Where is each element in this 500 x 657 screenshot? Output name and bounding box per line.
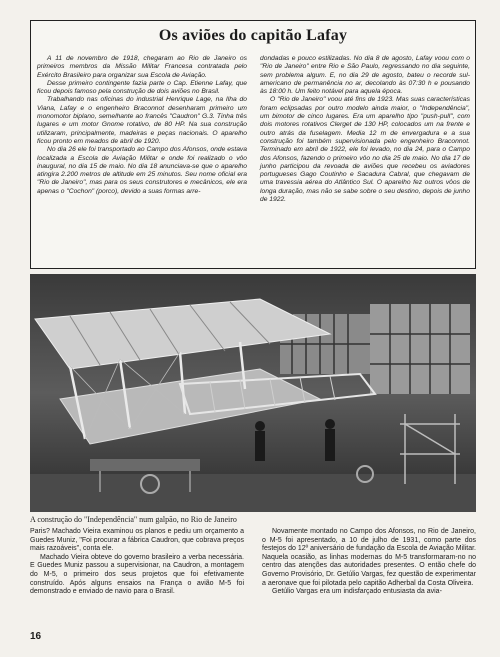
biplane-construction-illustration	[30, 274, 476, 512]
body-column-left	[30, 528, 244, 597]
paragraph: Machado Vieira obteve do governo brasileiro a verba necessária. E Guedes Muniz passou a supervisionar, na Caudron, a montagem do M-5, o primeiro dos seus projetos que foi efetivamente construído. Após alguns ensaios na França o avião M-5 foi demonstrado e enviado de navio para o Brasil.	[30, 553, 244, 596]
paragraph: Novamente montado no Campo dos Afonsos, no Rio de Janeiro, o M-5 foi apresentado, a 10 de julho de 1931, como parte dos festejos do 12º aniversário de fundação da Escola de Aviação Militar. Naquela ocasião, as linhas modernas do M-5 transformaram-no no centro das atenções das autoridades presentes. O então chefe do Governo Provisório, Dr. Getúlio Vargas, fez questão de experimentar a aeronave que foi pilotada pelo capitão Adherbal da Costa Oliveira.	[262, 528, 476, 587]
article-column-right	[260, 55, 470, 204]
paragraph: Paris? Machado Vieira examinou os planos e pediu um orçamento a Guedes Muniz, "Foi procurar a fábrica Caudron, que cobrava preços mais razoáveis", conta ele.	[30, 528, 244, 553]
hangar-photo	[30, 274, 476, 512]
paragraph: No dia 26 ele foi transportado ao Campo dos Afonsos, onde estava localizada a Escola de Aviação Militar e onde foi realizado o vôo inaugural, no dia 15 de maio. No dia 18 anunciava-se que o aparelho atingira 2.200 metros de altitude em 25 minutos. Seu nome oficial era "Rio de Janeiro", mas para os seus construtores e mecânicos, ele era apenas o "Cochon" (porco), devido a suas formas arre-	[37, 146, 247, 195]
article-title: Os aviões do capitão Lafay	[158, 27, 348, 44]
paragraph: A 11 de novembro de 1918, chegaram ao Rio de Janeiro os primeiros membros da Missão Militar Francesa contratada pelo Exército Brasileiro para organizar sua Escola de Aviação.	[37, 55, 247, 79]
article-box	[30, 20, 476, 269]
paragraph: Desse primeiro contingente fazia parte o Cap. Etienne Lafay, que ficou depois famoso pela construção de dois aviões no Brasil.	[37, 79, 247, 96]
paragraph: dondadas e pouco estilizadas. No dia 8 de agosto, Lafay voou com o "Rio de Janeiro" entre Rio e São Paulo, regressando no dia seguinte, sem problema algum. E, no dia 29 de agosto, bateu o recorde sul-americano de permanência no ar, decolando às 07:30 h e pousando às 18:00 h. Um feito notável para aquela época.	[260, 55, 470, 96]
body-column-right	[262, 528, 476, 597]
page-number: 16	[30, 631, 42, 642]
article-column-left	[37, 55, 247, 196]
paragraph: Getúlio Vargas era um indisfarçado entusiasta da avia-	[272, 588, 442, 596]
paragraph: O "Rio de Janeiro" voou até fins de 1923. Mas suas características foram eclipsadas por outro modelo ainda maior, o "Independência", um bimotor de cinco lugares. Era um aparelho tipo "push-pull", com dois motores rotativos Clerget de 130 HP, colocados um na frente e outro atrás da fuselagem. Media 12 m de envergadura e a sua construção foi também supervisionada pelo engenheiro Braconnot. Terminado em abril de 1922, ele foi levado, no dia 24, para o Campo dos Afonsos, fazendo o primeiro vôo no dia 25 de maio. No dia 17 de junho participou da revoada de aviões que recebeu os aviadores portugueses Gago Coutinho e Sacadura Cabral, que chegavam de uma travessia aérea do Atlântico Sul. O aparelho fez outros vôos de longa duração, mas não se sabe sobre o seu destino, depois de junho de 1922.	[260, 96, 470, 204]
paragraph: Trabalhando nas oficinas do industrial Henrique Lage, na Ilha do Viana, Lafay e o engenheiro Braconnot desenharam primeiro um monomotor biplano, semelhante ao francês "Caudron" G.3. Tinha três lugares e um motor Gnome rotativo, de 80 HP. Na sua construção utilizaram, principalmente, madeiras e peças nacionais. O aparelho ficou pronto em meados de abril de 1920.	[37, 96, 247, 145]
photo-caption: A construção do "Independência" num galpão, no Rio de Janeiro	[30, 515, 237, 524]
